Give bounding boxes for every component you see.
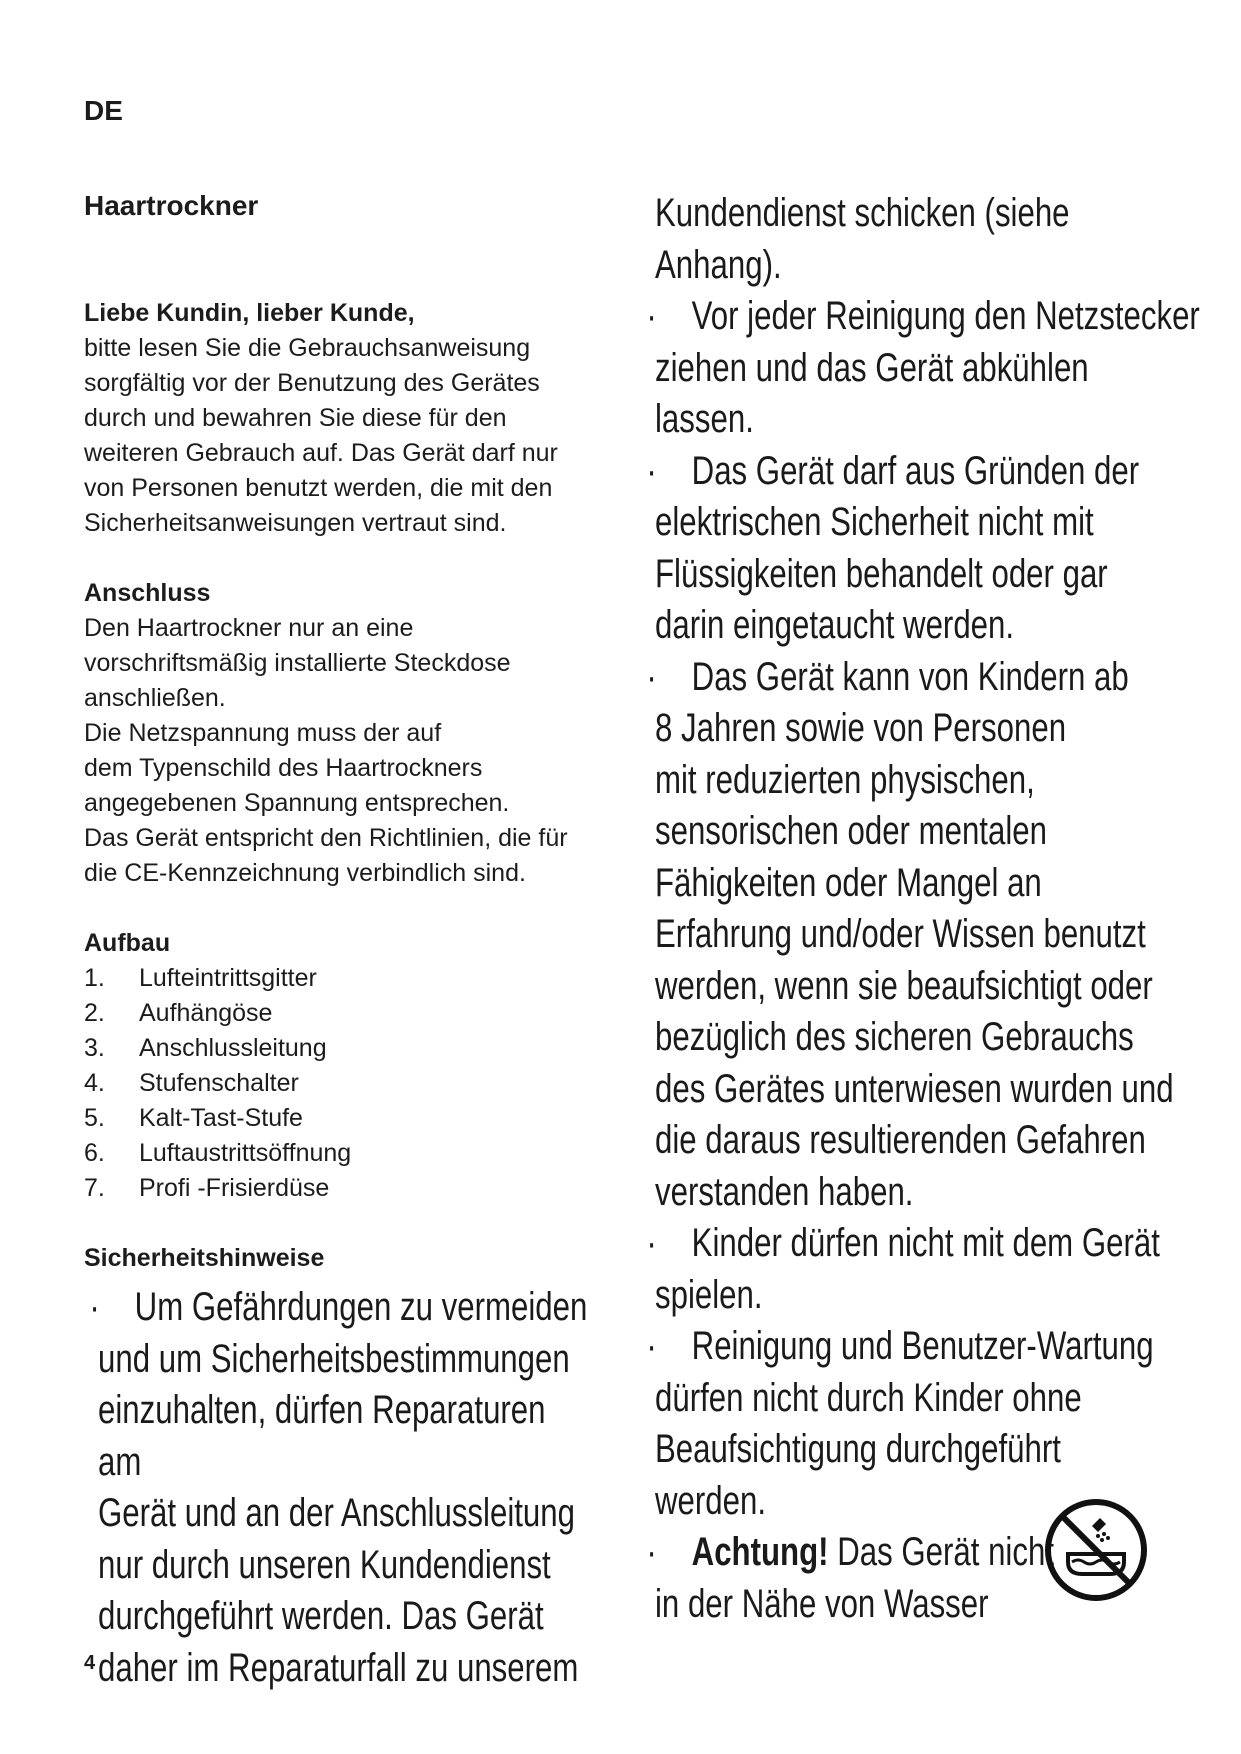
anschluss-line: anschließen. xyxy=(84,684,226,712)
safety-item-3 xyxy=(646,446,1241,498)
anschluss-line: Den Haartrockner nur an eine xyxy=(84,614,414,642)
safety-line: einzuhalten, dürfen Reparaturen am xyxy=(98,1388,546,1484)
anschluss-line: vorschriftsmäßig installierte Steckdose xyxy=(84,649,511,677)
safety-line: werden. xyxy=(655,1478,767,1523)
anschluss-line: dem Typenschild des Haartrockners xyxy=(84,754,483,782)
anschluss-line: angegebenen Spannung entsprechen. xyxy=(84,789,510,817)
safety-line: Das Gerät darf aus Gründen der xyxy=(691,448,1140,493)
list-item xyxy=(84,1031,604,1066)
intro-line: von Personen benutzt werden, die mit den xyxy=(84,474,553,502)
safety-line: Das Gerät kann von Kindern ab xyxy=(691,654,1129,699)
aufbau-list xyxy=(84,961,604,1206)
safety-line: des Gerätes unterwiesen wurden und xyxy=(655,1066,1174,1111)
list-label: Lufteintrittsgitter xyxy=(139,964,317,992)
safety-line: Anhang). xyxy=(655,242,782,287)
bullet-dot: · xyxy=(646,294,657,338)
list-item xyxy=(84,996,604,1031)
list-item xyxy=(84,1136,604,1171)
safety-line: darin eingetaucht werden. xyxy=(655,603,1015,647)
list-label: Aufhängöse xyxy=(139,999,273,1027)
list-item xyxy=(84,1101,604,1136)
safety-item-2 xyxy=(646,291,1241,343)
intro-heading: Liebe Kundin, lieber Kunde, xyxy=(84,299,415,327)
safety-line: in der Nähe von Wasser xyxy=(655,1581,989,1626)
safety-line: dürfen nicht durch Kinder ohne xyxy=(655,1375,1082,1420)
safety-item-7 xyxy=(646,1527,1241,1579)
anschluss-line: Das Gerät entspricht den Richtlinien, die für xyxy=(84,824,568,852)
safety-line: Gerät und an der Anschlussleitung xyxy=(98,1491,575,1535)
list-item xyxy=(84,1171,604,1206)
safety-line: 8 Jahren sowie von Personen xyxy=(655,706,1067,750)
right-column xyxy=(646,188,1241,1630)
list-number: 6. xyxy=(84,1139,105,1167)
bullet-dot: · xyxy=(646,654,657,699)
list-item xyxy=(84,961,604,996)
safety-line: Reinigung und Benutzer-Wartung xyxy=(691,1324,1154,1368)
warning-text: Das Gerät nicht xyxy=(828,1530,1054,1574)
list-number: 7. xyxy=(84,1174,105,1202)
safety-item-5 xyxy=(646,1218,1241,1270)
language-code: DE xyxy=(84,95,123,126)
list-label: Stufenschalter xyxy=(139,1069,299,1097)
safety-line: Kinder dürfen nicht mit dem Gerät xyxy=(691,1221,1160,1265)
safety-line: Vor jeder Reinigung den Netzstecker xyxy=(691,294,1200,338)
safety-line: elektrischen Sicherheit nicht mit xyxy=(655,500,1094,544)
anschluss-heading: Anschluss xyxy=(84,579,211,607)
safety-line: daher im Reparaturfall zu unserem xyxy=(98,1645,579,1690)
safety-line: werden, wenn sie beaufsichtigt oder xyxy=(655,963,1153,1008)
page-number: 4 xyxy=(84,1652,96,1674)
intro-line: Sicherheitsanweisungen vertraut sind. xyxy=(84,509,507,537)
left-column xyxy=(84,296,604,1276)
list-number: 1. xyxy=(84,964,105,992)
list-label: Kalt-Tast-Stufe xyxy=(139,1104,303,1132)
safety-line: mit reduzierten physischen, xyxy=(655,757,1035,802)
safety-line: durchgeführt werden. Das Gerät xyxy=(98,1594,544,1638)
bullet-dot: · xyxy=(646,1221,657,1265)
safety-line: spielen. xyxy=(655,1272,763,1317)
safety-item-6 xyxy=(646,1321,1241,1373)
safety-line: ziehen und das Gerät abkühlen xyxy=(655,345,1089,390)
safety-line: Fähigkeiten oder Mangel an xyxy=(655,860,1042,905)
safety-line: Flüssigkeiten behandelt oder gar xyxy=(655,551,1108,596)
list-number: 3. xyxy=(84,1034,105,1062)
safety-line: die daraus resultierenden Gefahren xyxy=(655,1118,1146,1162)
warning-label: Achtung! xyxy=(691,1530,829,1574)
safety-line: sensorischen oder mentalen xyxy=(655,809,1047,853)
bullet-dot: · xyxy=(646,1530,657,1574)
safety-item-4 xyxy=(646,652,1241,704)
intro-line: durch und bewahren Sie diese für den xyxy=(84,404,507,432)
safety-line: Kundendienst schicken (siehe xyxy=(655,191,1070,235)
safety-item-1 xyxy=(89,1282,597,1694)
intro-line: sorgfältig vor der Benutzung des Gerätes xyxy=(84,369,540,397)
safety-line: nur durch unseren Kundendienst xyxy=(98,1542,551,1587)
list-number: 2. xyxy=(84,999,105,1027)
list-label: Anschlussleitung xyxy=(139,1034,327,1062)
anschluss-line: die CE-Kennzeichnung verbindlich sind. xyxy=(84,859,526,887)
safety-line: Um Gefährdungen zu vermeiden xyxy=(134,1285,588,1329)
list-label: Luftaustrittsöffnung xyxy=(139,1139,352,1167)
bullet-dot: · xyxy=(646,448,657,493)
safety-line xyxy=(668,1527,1241,1579)
list-number: 4. xyxy=(84,1069,105,1097)
sicherheit-heading: Sicherheitshinweise xyxy=(84,1244,325,1272)
intro-line: bitte lesen Sie die Gebrauchsanweisung xyxy=(84,334,531,362)
list-number: 5. xyxy=(84,1104,105,1132)
safety-line: bezüglich des sicheren Gebrauchs xyxy=(655,1015,1134,1059)
aufbau-heading: Aufbau xyxy=(84,929,171,957)
safety-line: verstanden haben. xyxy=(655,1169,914,1214)
anschluss-line: Die Netzspannung muss der auf xyxy=(84,719,442,747)
list-item xyxy=(84,1066,604,1101)
no-water-near-bath-icon xyxy=(1042,1496,1150,1604)
safety-line: lassen. xyxy=(655,397,754,441)
page-title: Haartrockner xyxy=(84,190,259,221)
intro-line: weiteren Gebrauch auf. Das Gerät darf nur xyxy=(84,439,558,467)
list-label: Profi -Frisierdüse xyxy=(139,1174,330,1202)
bullet-dot: · xyxy=(646,1324,657,1368)
bullet-dot: · xyxy=(89,1285,100,1329)
safety-line: und um Sicherheitsbestimmungen xyxy=(98,1336,570,1381)
safety-line: Erfahrung und/oder Wissen benutzt xyxy=(655,912,1146,956)
safety-line: Beaufsichtigung durchgeführt xyxy=(655,1427,1061,1471)
